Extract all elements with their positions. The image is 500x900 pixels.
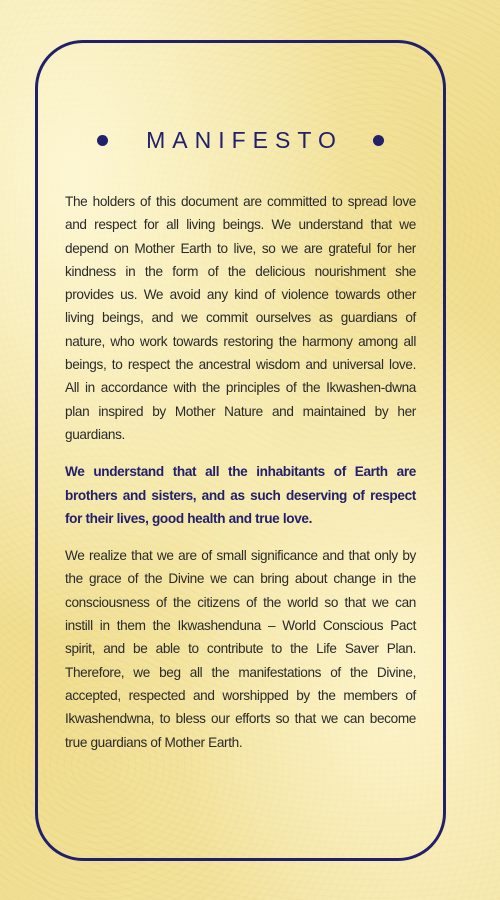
paragraph-commitment: The holders of this document are committed to spread love and respect for all living beings. We understand that we depend on Mother Earth to live, so we are grateful for her kindness in the form of the delicious nourishment she provides us. We avoid any kind of violence towards other living beings, and we commit ourselves as guardians of nature, who work towards restoring the harmony among all beings, to respect the ancestral wisdom and universal love. All in accordance with the principles of the Ikwashen-dwna plan inspired by Mother Nature and maintained by her guardians. <box>65 194 416 442</box>
manifesto-body <box>65 190 416 754</box>
bullet-dot-right <box>373 135 384 146</box>
paragraph-brotherhood: We understand that all the inhabitants of Earth are brothers and sisters, and as such deserving of respect for their lives, good health and true love. <box>65 464 416 526</box>
manifesto-card <box>35 40 446 861</box>
paragraph-realization: We realize that we are of small significance and that only by the grace of the Divine we can bring about change in the consciousness of the citizens of the world so that we can instill in them the Ikwashenduna – World Conscious Pact spirit, and be able to contribute to the Life Saver Plan. Therefore, we beg all the manifestations of the Divine, accepted, respected and worshipped by the members of Ikwashendwna, to bless our efforts so that we can become true guardians of Mother Earth. <box>65 548 416 750</box>
bullet-dot-left <box>97 135 108 146</box>
page-title: MANIFESTO <box>146 126 343 153</box>
title-row <box>38 125 443 155</box>
